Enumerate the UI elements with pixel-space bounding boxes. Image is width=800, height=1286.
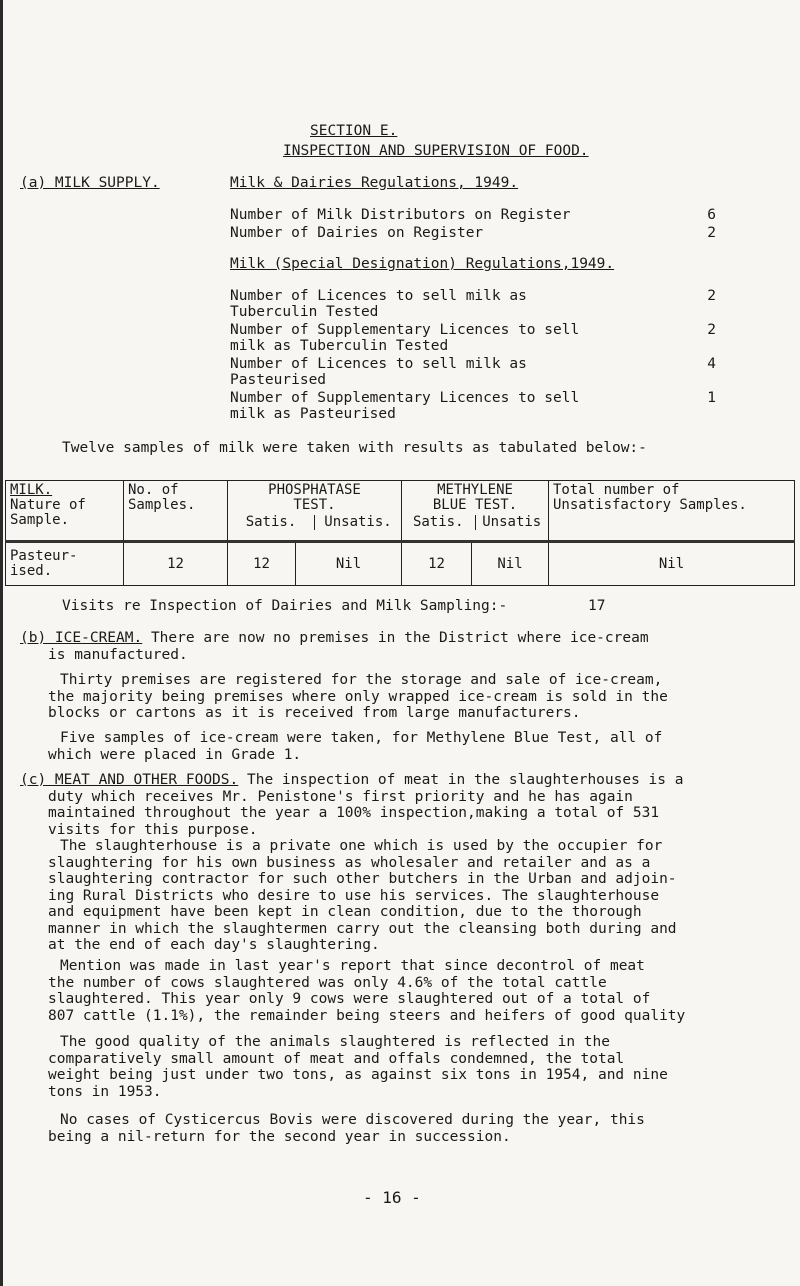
visits-label: Visits re Inspection of Dairies and Milk Sampling:-: [62, 598, 508, 614]
icecream-label: (b) ICE-CREAM.: [20, 630, 143, 646]
distributors-value: 6: [707, 207, 716, 223]
icecream-storage-paragraph: Thirty premises are registered for the storage and sale of ice-cream, the majority being premises where only wrapped ice-cream is sold in the blocks or cartons as it is received from large manufacturers.: [48, 672, 668, 721]
icecream-intro: (b) ICE-CREAM. There are now no premises in the District where ice-cream is manufactured.: [20, 630, 649, 663]
dairies-value: 2: [707, 225, 716, 241]
header-samples: No. of Samples.: [124, 481, 228, 542]
milk-regs-title: Milk & Dairies Regulations, 1949.: [230, 175, 519, 191]
page-scan-edge: [0, 0, 3, 1286]
table-row: [6, 542, 795, 586]
cell-phos-satis: 12: [228, 542, 296, 586]
table-header-row: [6, 481, 795, 542]
dairies-label: Number of Dairies on Register: [230, 225, 484, 241]
cell-total: Nil: [549, 542, 795, 586]
header-total-unsatisfactory: Total number of Unsatisfactory Samples.: [549, 481, 795, 542]
icecream-samples-paragraph: Five samples of ice-cream were taken, for Methylene Blue Test, all of which were placed in Grade 1.: [48, 730, 663, 763]
milk-supply-label: (a) MILK SUPPLY.: [20, 175, 160, 191]
tt-licence-value: 2: [707, 288, 716, 304]
page-title: INSPECTION AND SUPERVISION OF FOOD.: [283, 143, 589, 159]
supp-tt-licence-value: 2: [707, 322, 716, 338]
supp-pasteurised-licence-label: Number of Supplementary Licences to sell milk as Pasteurised: [230, 390, 580, 422]
cell-nature: Pasteur- ised.: [6, 542, 124, 586]
header-methylene: METHYLENE BLUE TEST. Satis. Unsatis: [402, 481, 549, 542]
header-nature: MILK. Nature of Sample.: [6, 481, 124, 542]
tt-licence-label: Number of Licences to sell milk as Tuberculin Tested: [230, 288, 527, 320]
cysticercus-paragraph: No cases of Cysticercus Bovis were discovered during the year, this being a nil-return for the second year in succession.: [48, 1112, 645, 1145]
slaughterhouse-paragraph: The slaughterhouse is a private one which is used by the occupier for slaughtering for his own business as wholesaler and retailer and as a slaughtering contractor for such other butchers in the Urban and adjoin- ing Rural Districts who desire to use his services. The slaughterhouse and equipment have been kept in clean condition, due to the thorough manner in which the slaughtermen carry out the cleansing both during and at the end of each day's slaughtering.: [48, 838, 677, 953]
header-phosphatase: PHOSPHATASE TEST. Satis. Unsatis.: [228, 481, 402, 542]
quality-paragraph: The good quality of the animals slaughtered is reflected in the comparatively small amount of meat and offals condemned, the total weight being just under two tons, as against six tons in 1954, and nine tons in 1953.: [48, 1034, 668, 1100]
special-designation-title: Milk (Special Designation) Regulations,1949.: [230, 256, 615, 272]
pasteurised-licence-value: 4: [707, 356, 716, 372]
milk-results-table: [5, 480, 795, 586]
cell-samples: 12: [124, 542, 228, 586]
header-phos-satis: Satis.: [245, 514, 297, 530]
samples-sentence: Twelve samples of milk were taken with results as tabulated below:-: [62, 440, 647, 456]
supp-pasteurised-licence-value: 1: [707, 390, 716, 406]
distributors-label: Number of Milk Distributors on Register: [230, 207, 571, 223]
page-number: - 16 -: [363, 1188, 421, 1207]
cell-meth-unsatis: Nil: [472, 542, 549, 586]
cows-paragraph: Mention was made in last year's report that since decontrol of meat the number of cows slaughtered was only 4.6% of the total cattle slaughtered. This year only 9 cows were slaughtered out of a total of 807 cattle (1.1%), the remainder being steers and heifers of good quality: [48, 958, 686, 1024]
section-heading: SECTION E.: [310, 123, 398, 139]
cell-meth-satis: 12: [402, 542, 472, 586]
meat-intro: (c) MEAT AND OTHER FOODS. The inspection of meat in the slaughterhouses is a duty which receives Mr. Penistone's first priority and he has again maintained throughout the year a 100% inspection,making a total of 531 visits for this purpose.: [20, 772, 684, 838]
meat-label: (c) MEAT AND OTHER FOODS.: [20, 772, 239, 788]
header-phos-unsatis: Unsatis.: [314, 515, 401, 530]
supp-tt-licence-label: Number of Supplementary Licences to sell milk as Tuberculin Tested: [230, 322, 580, 354]
cell-phos-unsatis: Nil: [296, 542, 402, 586]
visits-value: 17: [588, 598, 606, 614]
header-meth-unsatis: Unsatis: [475, 515, 549, 530]
header-meth-satis: Satis.: [412, 514, 464, 530]
pasteurised-licence-label: Number of Licences to sell milk as Pasteurised: [230, 356, 527, 388]
